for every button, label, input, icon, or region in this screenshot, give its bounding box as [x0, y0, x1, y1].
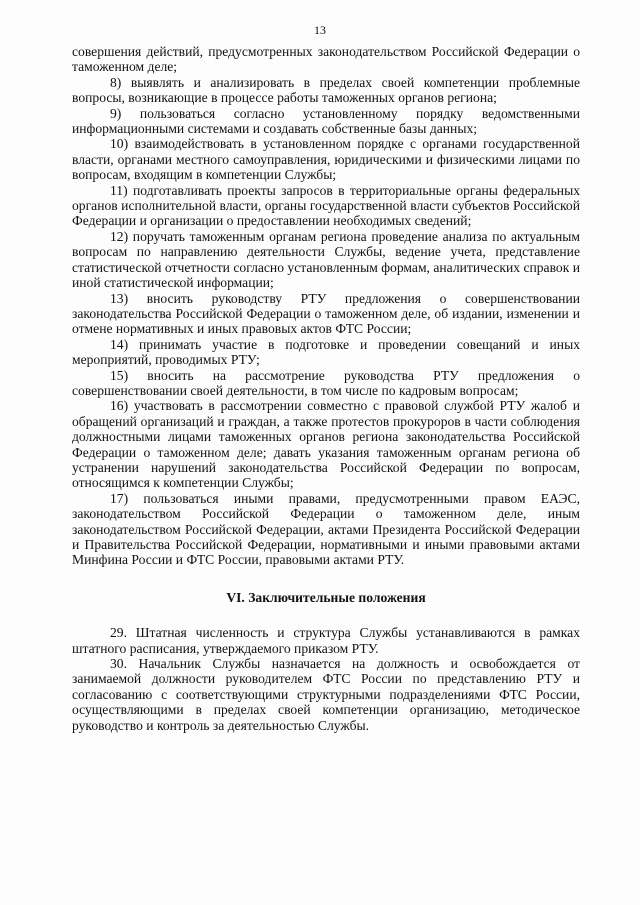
list-item-9: 9) пользоваться согласно установленному порядку ведомственными информационными системами и создавать собственные базы данных; — [72, 105, 580, 137]
paragraph-continuation: совершения действий, предусмотренных законодательством Российской Федерации о таможенном деле; — [72, 44, 580, 75]
list-item-17: 17) пользоваться иными правами, предусмотренными правом ЕАЭС, законодательством Российской Федерации о таможенном деле, иным законодательством Российской Федерации, актами Президента Российской Федерации и Правительства Российской Федерации, нормативными и иными правовыми актами Минфина России и ФТС России, правовыми актами РТУ. — [72, 490, 580, 568]
list-item-12: 12) поручать таможенным органам региона проведение анализа по актуальным вопросам по направлению деятельности Службы, ведение учета, представление статистической отчетности согласно установленным формам, аналитических справок и иной статистической информации; — [72, 228, 580, 291]
list-item-15: 15) вносить на рассмотрение руководства РТУ предложения о совершенствовании своей деятельности, в том числе по кадровым вопросам; — [72, 367, 580, 398]
list-item-10: 10) взаимодействовать в установленном порядке с органами государственной власти, органами местного самоуправления, юридическими и физическими лицами по вопросам, входящим в компетенции Службы; — [72, 136, 580, 183]
list-item-13: 13) вносить руководству РТУ предложения о совершенствовании законодательства Российской Федерации о таможенном деле, об издании, изменении и отмене нормативных и иных правовых актов ФТС России; — [72, 290, 580, 337]
section-title: VI. Заключительные положения — [226, 589, 426, 605]
list-item-16: 16) участвовать в рассмотрении совместно с правовой службой РТУ жалоб и обращений организаций и граждан, а также протестов прокуроров в части соблюдения должностными лицами таможенных органов региона законодательства Российской Федерации о таможенном деле; давать указания таможенным органам региона об устранении нарушений законодательства Российской Федерации по вопросам, относящимся к компетенции Службы; — [72, 398, 580, 491]
list-item-14: 14) принимать участие в подготовке и проведении совещаний и иных мероприятий, проводимых РТУ; — [72, 336, 580, 368]
list-item-8: 8) выявлять и анализировать в пределах своей компетенции проблемные вопросы, возникающие в процессе работы таможенных органов региона; — [72, 74, 580, 106]
clause-30: 30. Начальник Службы назначается на должность и освобождается от занимаемой должности руководителем ФТС России по представлению РТУ и согласованию с соответствующими структурными подразделениями ФТС России, осуществляющими в пределах своей компетенции организацию, методическое руководство и контроль за деятельностью Службы. — [72, 656, 580, 733]
document-body — [72, 44, 580, 733]
page-number: 13 — [314, 23, 326, 37]
clause-29: 29. Штатная численность и структура Службы устанавливаются в рамках штатного расписания, утверждаемого приказом РТУ. — [72, 625, 580, 656]
list-item-11: 11) подготавливать проекты запросов в территориальные органы федеральных органов исполнительной власти, органы государственной власти субъектов Российской Федерации и организации о предоставлении необходимых сведений; — [72, 182, 580, 229]
